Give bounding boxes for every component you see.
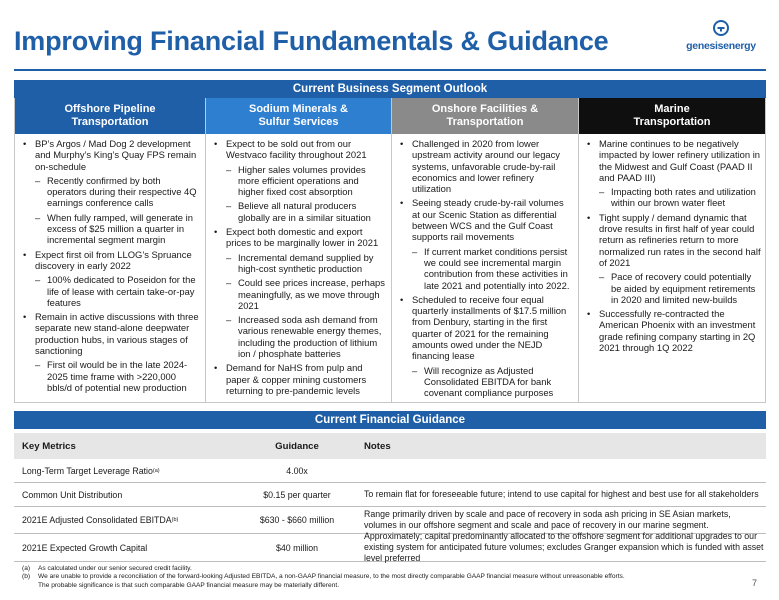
bullet: • Challenged in 2020 from lower upstream activity around our legacy systems, unfavorable crude-by-rail economics and lower refinery utilization xyxy=(400,138,574,194)
outlook-heading: Current Business Segment Outlook xyxy=(14,80,766,98)
column-header-metric: Key Metrics xyxy=(22,440,76,452)
metric-label: Long-Term Target Leverage Ratio xyxy=(22,465,153,476)
bullet: • Expect both domestic and export prices to be marginally lower in 2021 xyxy=(214,226,387,249)
table-row xyxy=(14,531,766,563)
page-number: 7 xyxy=(752,578,758,588)
bullet: • Expect to be sold out from our Westvaco facility throughout 2021 xyxy=(214,138,387,161)
metric-label: 2021E Adjusted Consolidated EBITDA xyxy=(22,515,172,525)
segment-title-line2: Transportation xyxy=(71,116,149,128)
bullet: • Seeing steady crude-by-rail volumes at our Scenic Station as differential between WCS and the Gulf Coast supports rail movements xyxy=(400,197,574,242)
table-row xyxy=(14,459,766,483)
bullet: • Demand for NaHS from pulp and paper & copper mining customers returning to pre-pandemic levels xyxy=(214,362,387,396)
table-row xyxy=(14,483,766,507)
title-divider xyxy=(14,69,766,71)
sub-bullet: – Recently confirmed by both operators during their respective 4Q earnings conference calls xyxy=(23,175,201,209)
segment-title-line2: Transportation xyxy=(633,116,711,128)
sub-bullet: – Incremental demand supplied by high-cost synthetic production xyxy=(214,252,387,275)
sub-bullet: – If current market conditions persist we could see incremental margin contribution from these activities in late 2021 and potentially into 2022. xyxy=(400,246,574,291)
column-header-guidance: Guidance xyxy=(275,440,319,452)
segment-sodium-minerals xyxy=(206,98,392,403)
footnote xyxy=(22,565,722,573)
table-row xyxy=(14,507,766,534)
footnote-text: The probable significance is that such comparable GAAP financial measure may be materially different. xyxy=(38,581,340,589)
segment-body xyxy=(392,134,578,399)
metric-cell: 2021E Adjusted Consolidated EBITDA (b) xyxy=(22,515,179,525)
metric-cell xyxy=(22,483,237,506)
notes-cell: Range primarily driven by scale and pace of recovery in soda ash pricing in SE Asian markets, volumes in our offshore segment and scale and pace of recovery in our marine segment. xyxy=(364,509,731,530)
segment-header xyxy=(579,98,765,134)
segment-header xyxy=(206,98,391,134)
sub-bullet: – Impacting both rates and utilization within our brown water fleet xyxy=(587,186,761,209)
segment-marine xyxy=(579,98,765,403)
metric-cell xyxy=(22,534,237,561)
segment-offshore-pipeline xyxy=(15,98,206,403)
footnote-label: (a) xyxy=(22,565,31,572)
sub-bullet: – Could see prices increase, perhaps meaningfully, as we move through 2021 xyxy=(214,277,387,311)
column-header-notes: Notes xyxy=(364,440,391,452)
footnote-label: (b) xyxy=(22,573,31,581)
metric-cell: Long-Term Target Leverage Ratio (a) xyxy=(22,465,160,476)
guidance-cell: $0.15 per quarter xyxy=(263,489,331,500)
footnote xyxy=(22,573,722,581)
segment-title-line1: Marine xyxy=(654,103,690,115)
guidance-cell: $630 - $660 million xyxy=(259,515,335,525)
sub-bullet: – Increased soda ash demand from various renewable energy themes, including the production of lithium ion / phosphate batteries xyxy=(214,314,387,359)
segment-title-line1: Offshore Pipeline xyxy=(64,103,156,115)
segment-title-line1: Onshore Facilities & xyxy=(431,103,539,115)
segment-title-line2: Sulfur Services xyxy=(258,116,339,128)
sub-bullet: – When fully ramped, will generate in excess of $25 million a quarter in incremental segment margin xyxy=(23,212,201,246)
footnotes xyxy=(22,565,722,590)
notes-cell: To remain flat for foreseeable future; intend to use capital for highest and best use for all stakeholders xyxy=(364,489,759,499)
notes-cell: Approximately; capital predominantly allocated to the offshore segment for additional upgrades to our existing system for anticipated future volumes; excludes Granger expansion which is funded with asset level preferred xyxy=(364,531,764,563)
segment-body xyxy=(579,134,765,353)
guidance-cell: 4.00x xyxy=(286,465,308,476)
bullet: • Successfully re-contracted the American Phoenix with an investment grade refining company starting in 2Q 2021 through 1Q 2022 xyxy=(587,308,761,353)
guidance-cell: $40 million xyxy=(275,542,319,553)
segment-body xyxy=(206,134,391,396)
footnote xyxy=(22,582,722,590)
bullet: • Remain in active discussions with three separate new stand-alone deepwater production hubs, in various stages of sanctioning xyxy=(23,311,201,356)
segment-title-line1: Sodium Minerals & xyxy=(248,103,349,115)
sub-bullet: – Will recognize as Adjusted Consolidated EBITDA for bank covenant compliance purposes xyxy=(400,365,574,399)
notes-cell xyxy=(364,459,764,482)
logo-text: genesisenergy xyxy=(686,40,756,52)
guidance-heading: Current Financial Guidance xyxy=(14,411,766,429)
genesis-energy-logo xyxy=(676,20,766,60)
bullet: • Scheduled to receive four equal quarterly installments of $17.5 million from Denbury, starting in the first quarter of 2021 for the remaining amounts owed under the NEJD financing lease xyxy=(400,294,574,362)
bullet: • Marine continues to be negatively impacted by lower refinery utilization in the Midwest and Gulf Coast (PAAD II and PAAD III) xyxy=(587,138,761,183)
segment-outlook-grid xyxy=(14,98,766,403)
segment-onshore-facilities xyxy=(392,98,579,403)
segment-header xyxy=(15,98,205,134)
page-title: Improving Financial Fundamentals & Guidance xyxy=(14,26,609,56)
table-header-row xyxy=(14,433,766,459)
bullet: • Tight supply / demand dynamic that drove results in first half of year could return as refineries return to more normalized run rates in the second half of 2021 xyxy=(587,212,761,268)
sub-bullet: – 100% dedicated to Poseidon for the life of lease with certain take-or-pay features xyxy=(23,274,201,308)
segment-title-line2: Transportation xyxy=(446,116,524,128)
segment-header xyxy=(392,98,578,134)
bullet: • Expect first oil from LLOG’s Spruance discovery in early 2022 xyxy=(23,249,201,272)
metric-label: Common Unit Distribution xyxy=(22,489,123,500)
segment-body xyxy=(15,134,205,393)
guidance-table xyxy=(14,433,766,562)
sub-bullet: – First oil would be in the late 2024-2025 time frame with >220,000 bbls/d of potential new production xyxy=(23,359,201,393)
genesis-logo-icon xyxy=(713,20,729,36)
metric-label: 2021E Expected Growth Capital xyxy=(22,542,148,553)
footnote-text: As calculated under our senior secured credit facility. xyxy=(38,565,192,572)
footnote-text: We are unable to provide a reconciliation of the forward-looking Adjusted EBITDA, a non-GAAP financial measure, to the most directly comparable GAAP financial measure without unreasonable efforts. xyxy=(38,573,625,581)
sub-bullet: – Believe all natural producers globally are in a similar situation xyxy=(214,200,387,223)
bullet: • BP’s Argos / Mad Dog 2 development and Murphy’s King’s Quay FPS remain on-schedule xyxy=(23,138,201,172)
sub-bullet: – Higher sales volumes provides more efficient operations and higher fixed cost absorption xyxy=(214,164,387,198)
sub-bullet: – Pace of recovery could potentially be aided by equipment retirements in 2020 and limited new-builds xyxy=(587,271,761,305)
